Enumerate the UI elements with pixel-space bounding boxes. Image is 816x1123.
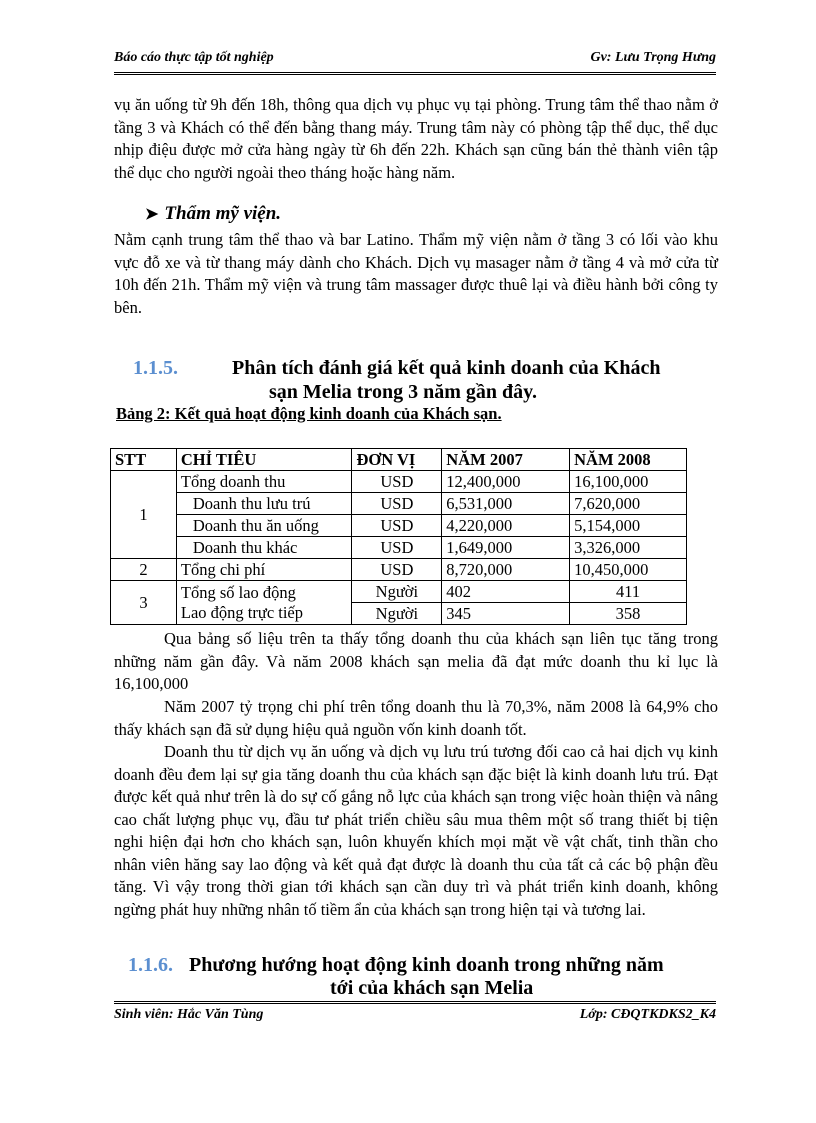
paragraph-sports-center: vụ ăn uống từ 9h đến 18h, thông qua dịch vụ phục vụ tại phòng. Trung tâm thể thao nằm ở tầng 3 và Khách có thể đến bằng thang máy. Trung tâm này có phòng tập thể dục, thể dục nhịp điệu được mở cửa hàng ngày từ 6h đến 22h. Khách sạn cũng bán thẻ thành viên tập thể dục cho người ngoài theo tháng hoặc hàng năm. — [114, 95, 718, 182]
paragraph-growth-reasons: Doanh thu từ dịch vụ ăn uống và dịch vụ lưu trú tương đối cao cả hai dịch vụ kinh doanh đều đem lại sự gia tăng doanh thu của khách sạn đặc biệt là kinh doanh lưu trú. Đạt được kết quả như trên là do sự cố gắng nỗ lực của khách sạn trong việc hoàn thiện và nâng cao chất lượng phục vụ, đầu tư phát triển chiều sâu mua thêm một số trang thiết bị tiện nghi hiện đại hơn cho khách sạn, luôn khuyến khích mọi mặt về vật chất, tinh thần cho nhân viên hăng say lao động và kết quả đạt được là doanh thu của tất cả các bộ phận đều tăng. Vì vậy trong thời gian tới khách sạn cần duy trì và phát triển kinh doanh, không ngừng phát huy những nhân tố tiềm ẩn của khách sạn trong hiện tại và tương lai. — [114, 742, 718, 919]
indicator-cell-labor — [176, 581, 352, 625]
value-2008-cell: 5,154,000 — [570, 515, 687, 537]
col-header-2008: NĂM 2008 — [570, 449, 687, 471]
value-2008-cell: 10,450,000 — [570, 559, 687, 581]
value-2008-cell: 358 — [570, 603, 687, 625]
value-2008-cell: 7,620,000 — [570, 493, 687, 515]
value-2007-cell: 4,220,000 — [442, 515, 570, 537]
value-2007-cell: 6,531,000 — [442, 493, 570, 515]
table-header-row — [111, 449, 687, 471]
stt-cell: 2 — [111, 559, 177, 581]
section-number-116: 1.1.6. — [128, 954, 173, 976]
footer-rule — [114, 1001, 716, 1002]
business-results-table — [110, 448, 687, 625]
paragraph-spa: Nằm cạnh trung tâm thể thao và bar Latino. Thẩm mỹ viện nằm ở tầng 3 có lối vào khu vực đỗ xe và từ thang máy dành cho Khách. Dịch vụ masager nằm ở tầng 4 và mở cửa từ 10h đến 21h. Thẩm mỹ viện và trung tâm massager được thuê lại và điều hành bởi công ty bên. — [114, 230, 718, 317]
value-2007-cell: 1,649,000 — [442, 537, 570, 559]
header-rule — [114, 72, 716, 73]
table-row — [111, 471, 687, 493]
stt-cell: 3 — [111, 581, 177, 625]
table-row — [111, 559, 687, 581]
indicator-labor-total: Tổng số lao động — [180, 582, 296, 602]
section-title-116-line1: Phương hướng hoạt động kinh doanh trong những năm — [189, 954, 664, 976]
header-report-title: Báo cáo thực tập tốt nghiệp — [114, 50, 274, 65]
col-header-stt: STT — [111, 449, 177, 471]
header-rule-thin — [114, 74, 716, 75]
unit-cell: Người — [352, 581, 442, 603]
table-caption: Bảng 2: Kết quả hoạt động kinh doanh của Khách sạn. — [116, 404, 502, 423]
table-row — [111, 515, 687, 537]
value-2008-cell: 3,326,000 — [570, 537, 687, 559]
unit-cell: USD — [352, 559, 442, 581]
value-2007-cell: 8,720,000 — [442, 559, 570, 581]
paragraph-revenue-analysis: Qua bảng số liệu trên ta thấy tổng doanh thu của khách sạn liên tục tăng trong những năm gần đây. Và năm 2008 khách sạn melia đã đạt mức doanh thu kỉ lục là 16,100,000 — [114, 629, 718, 693]
value-2008-cell: 16,100,000 — [570, 471, 687, 493]
header-supervisor: Gv: Lưu Trọng Hưng — [590, 50, 716, 65]
value-2007-cell: 345 — [442, 603, 570, 625]
indicator-cell: Doanh thu ăn uống — [176, 515, 352, 537]
col-header-indicator: CHỈ TIÊU — [176, 449, 352, 471]
unit-cell: USD — [352, 471, 442, 493]
unit-cell: Người — [352, 603, 442, 625]
page-footer — [114, 1007, 716, 1027]
col-header-2007: NĂM 2007 — [442, 449, 570, 471]
indicator-cell: Doanh thu lưu trú — [176, 493, 352, 515]
table-row — [111, 493, 687, 515]
section-title-115-line1: Phân tích đánh giá kết quả kinh doanh của Khách — [232, 357, 661, 379]
indicator-cell: Doanh thu khác — [176, 537, 352, 559]
table-row — [111, 581, 687, 603]
value-2007-cell: 402 — [442, 581, 570, 603]
unit-cell: USD — [352, 537, 442, 559]
footer-student: Sinh viên: Hắc Văn Tùng — [114, 1007, 264, 1022]
indicator-cell: Tổng chi phí — [176, 559, 352, 581]
section-title-116-line2: tới của khách sạn Melia — [330, 977, 534, 999]
footer-class: Lớp: CĐQTKDKS2_K4 — [579, 1007, 716, 1022]
table-row — [111, 537, 687, 559]
section-number-115: 1.1.5. — [133, 357, 178, 379]
arrow-bullet-icon: ➤ — [145, 206, 159, 223]
page-header — [114, 50, 716, 70]
section-title-115-line2: sạn Melia trong 3 năm gần đây. — [269, 381, 537, 403]
unit-cell: USD — [352, 515, 442, 537]
bullet-heading-spa — [145, 203, 281, 225]
value-2007-cell: 12,400,000 — [442, 471, 570, 493]
col-header-unit: ĐƠN VỊ — [352, 449, 442, 471]
bullet-heading-text: Thẩm mỹ viện. — [164, 203, 282, 224]
stt-cell: 1 — [111, 471, 177, 559]
footer-rule-thin — [114, 1003, 716, 1004]
paragraph-cost-ratio: Năm 2007 tỷ trọng chi phí trên tổng doanh thu là 70,3%, năm 2008 là 64,9% cho thấy khách sạn đã sử dụng hiệu quả nguồn vốn kinh doanh tốt. — [114, 697, 718, 739]
indicator-cell: Tổng doanh thu — [176, 471, 352, 493]
indicator-labor-direct: Lao động trực tiếp — [180, 602, 304, 622]
value-2008-cell: 411 — [570, 581, 687, 603]
unit-cell: USD — [352, 493, 442, 515]
